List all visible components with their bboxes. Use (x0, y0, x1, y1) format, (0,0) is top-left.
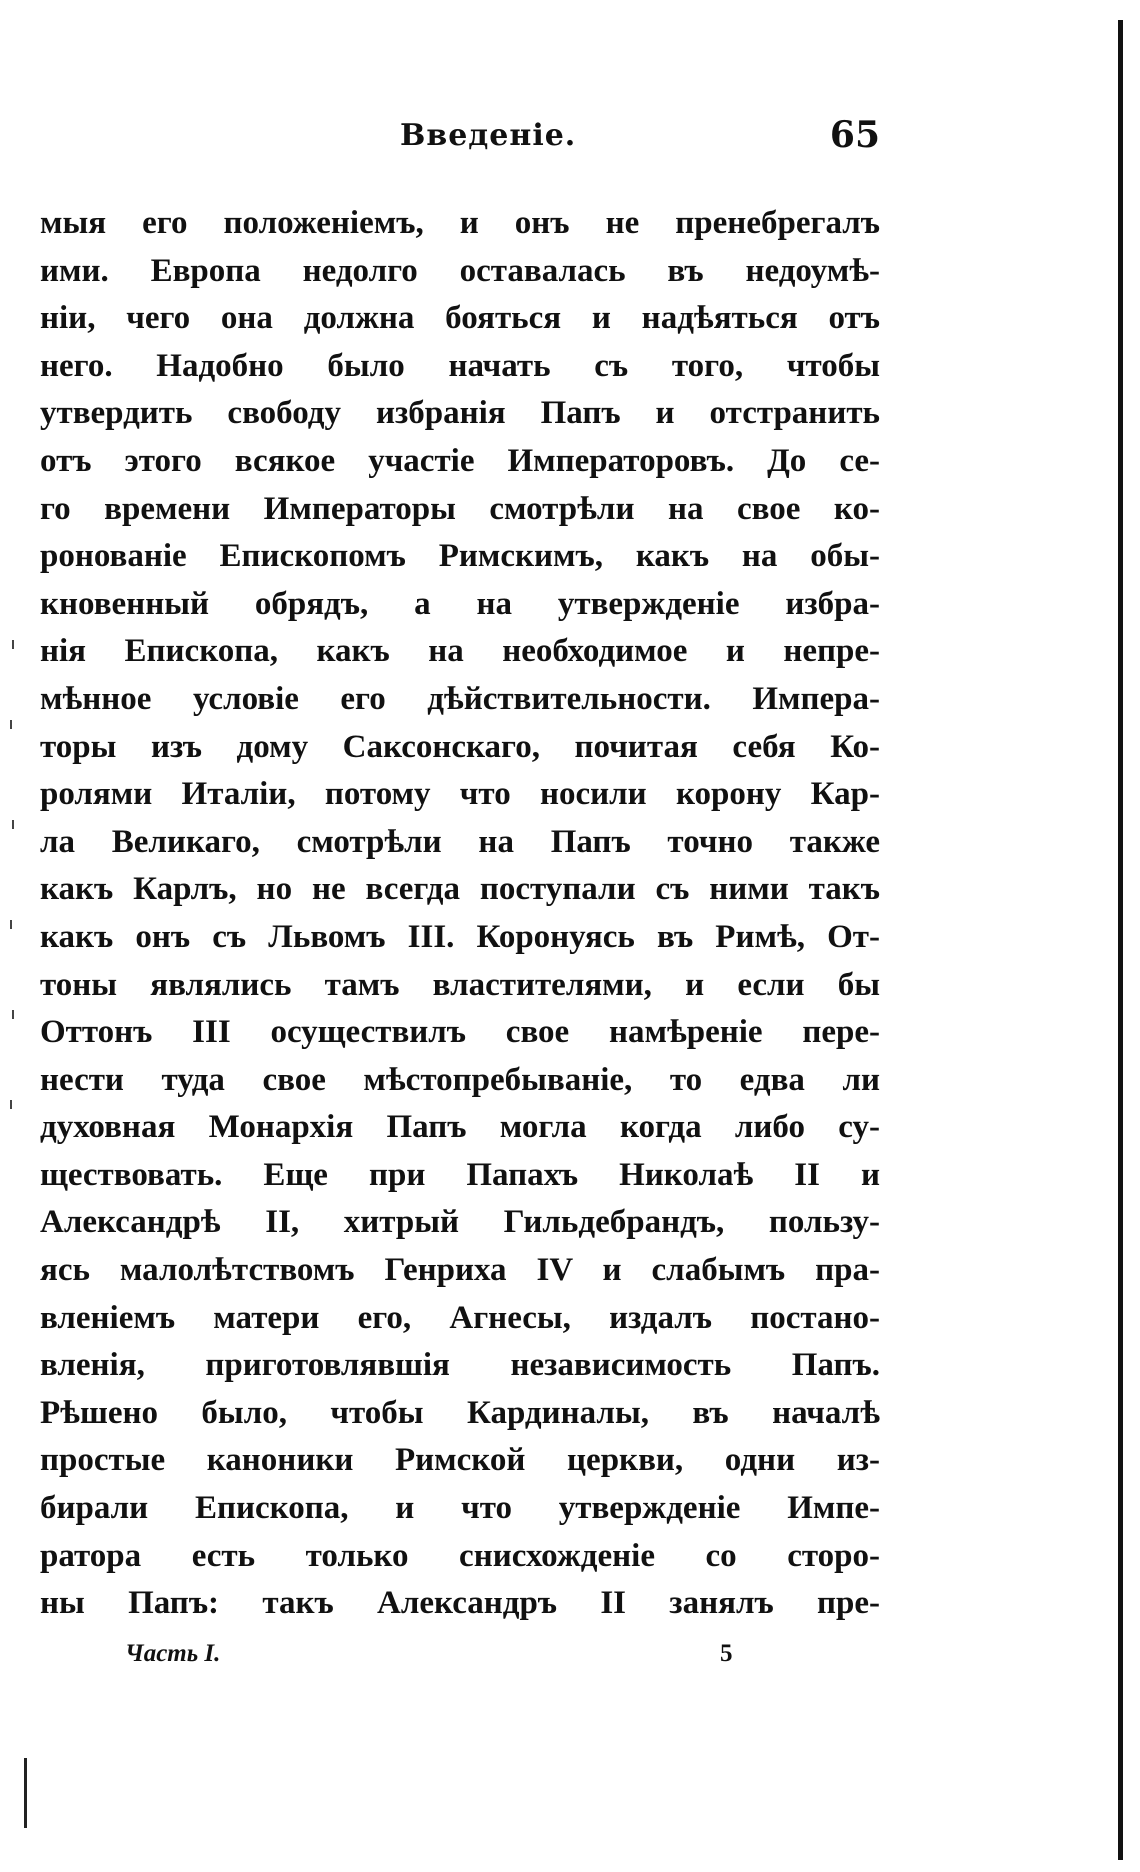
text-line: вленіемъ матери его, Агнесы, издалъ постано- (40, 1299, 880, 1336)
page-edge-shadow (1118, 20, 1123, 1860)
text-line: ны Папъ: такъ Александръ II занялъ пре- (40, 1585, 880, 1622)
text-line: мыя его положеніемъ, и онъ не пренебрегалъ (40, 205, 880, 241)
text-line: кновенный обрядъ, а на утвержденіе избра- (40, 585, 880, 622)
text-line: утвердить свободу избранія Папъ и отстранить (40, 395, 880, 432)
text-line: ществовать. Еще при Папахъ Николаѣ II и (40, 1156, 880, 1193)
page-number: 65 (829, 114, 880, 156)
margin-speck (10, 720, 12, 729)
text-line: ролями Италіи, потому что носили корону Кар- (40, 776, 880, 813)
page-footer (40, 1640, 880, 1680)
text-line: духовная Монархія Папъ могла когда либо су- (40, 1109, 880, 1146)
text-line: ла Великаго, смотрѣли на Папъ точно также (40, 823, 880, 860)
text-line: простые каноники Римской церкви, одни из- (40, 1442, 880, 1479)
margin-speck (12, 1010, 14, 1019)
text-line: вленія, приготовлявшія независимость Папъ. (40, 1347, 880, 1384)
margin-speck (10, 920, 12, 929)
text-line: ронованіе Епископомъ Римскимъ, какъ на обы- (40, 538, 880, 575)
text-line: го времени Императоры смотрѣли на свое ко- (40, 490, 880, 527)
text-line: ясь малолѣтствомъ Генриха IV и слабымъ пра- (40, 1252, 880, 1289)
body-text (40, 200, 880, 1628)
text-line: ратора есть только снисхожденіе со сторо- (40, 1537, 880, 1574)
text-line: торы изъ дому Саксонскаго, почитая себя Ко- (40, 728, 880, 765)
text-line: мѣнное условіе его дѣйствительности. Импера- (40, 680, 880, 717)
margin-speck (10, 1100, 12, 1109)
text-line: бирали Епископа, и что утвержденіе Импе- (40, 1490, 880, 1527)
text-line: ніи, чего она должна бояться и надѣяться отъ (40, 300, 880, 337)
signature-mark: 5 (720, 1640, 733, 1667)
text-line: Александрѣ II, хитрый Гильдебрандъ, пользу- (40, 1204, 880, 1241)
text-line: нія Епископа, какъ на необходимое и непре- (40, 633, 880, 670)
signature-label: Часть I. (125, 1640, 221, 1667)
binding-mark (24, 1758, 27, 1828)
text-line: какъ онъ съ Львомъ III. Коронуясь въ Римѣ, От- (40, 918, 880, 955)
text-line: какъ Карлъ, но не всегда поступали съ ними такъ (40, 871, 880, 908)
page-header (40, 114, 880, 158)
text-line: отъ этого всякое участіе Императоровъ. До се- (40, 442, 880, 479)
text-line: ими. Европа недолго оставалась въ недоумѣ- (40, 252, 880, 289)
text-line: него. Надобно было начать съ того, чтобы (40, 347, 880, 384)
text-line: Рѣшено было, чтобы Кардиналы, въ началѣ (40, 1394, 880, 1431)
margin-speck (12, 820, 14, 829)
text-line: Оттонъ III осуществилъ свое намѣреніе пере- (40, 1014, 880, 1051)
margin-speck (12, 640, 14, 649)
running-head: Введеніе. (400, 118, 577, 153)
text-line: нести туда свое мѣстопребываніе, то едва ли (40, 1061, 880, 1098)
text-line: тоны являлись тамъ властителями, и если бы (40, 966, 880, 1003)
